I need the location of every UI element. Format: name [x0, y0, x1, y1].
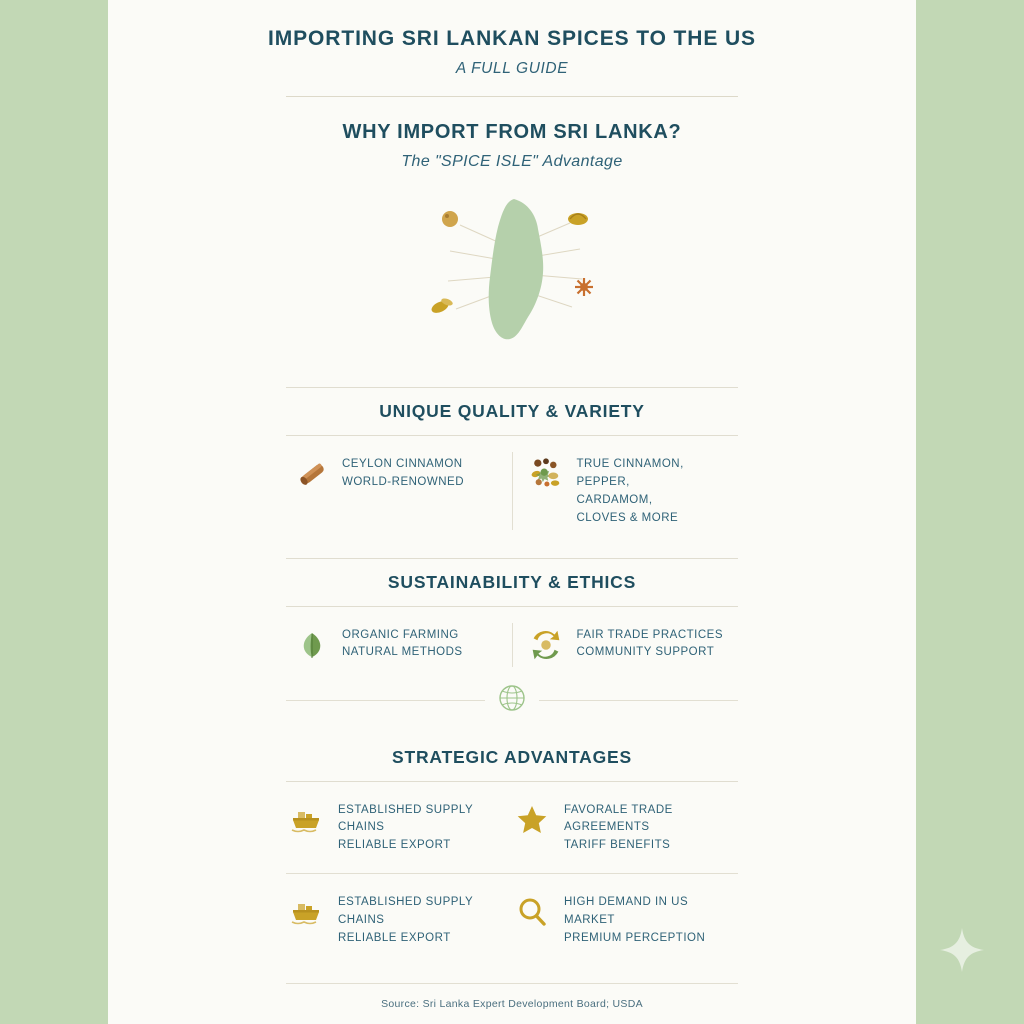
section-strategic: [108, 734, 916, 782]
section-heading-1: SUSTAINABILITY & ETHICS: [387, 571, 637, 592]
why-import-section: [108, 121, 916, 171]
poster-sheet: [108, 0, 916, 1024]
feature-line-1: HIGH DEMAND IN US MARKET: [564, 895, 689, 926]
feature-high-demand: [512, 892, 738, 947]
feature-line-1: ESTABLISHED SUPPLY CHAINS: [338, 895, 473, 926]
feature-line-1: TRUE CINNAMON, PEPPER,: [576, 458, 684, 489]
feature-text: [576, 454, 732, 527]
cinnamon-stick-icon: [292, 454, 332, 494]
feature-line-1: FAIR TRADE PRACTICES: [576, 628, 724, 641]
feature-spice-variety: [520, 450, 738, 531]
feature-row-sustainability: [286, 607, 738, 679]
vertical-divider: [512, 452, 513, 529]
feature-line-2: WORLD-RENOWNED: [342, 476, 464, 489]
globe-emblem-row: [286, 683, 738, 718]
strategic-row-2: [286, 874, 738, 965]
feature-organic-farming: [286, 621, 504, 669]
left-margin-band: [0, 0, 108, 1024]
feature-line-1: FAVORALE TRADE AGREEMENTS: [564, 803, 673, 834]
why-import-subtitle: The "SPICE ISLE" Advantage: [401, 153, 623, 171]
strategic-row-1: [286, 782, 738, 873]
feature-line-1: CEYLON CINNAMON: [342, 458, 463, 471]
cargo-ship-icon: [286, 800, 326, 840]
feature-line-3: CLOVES & MORE: [576, 511, 679, 524]
section-heading-2: STRATEGIC ADVANTAGES: [392, 746, 632, 767]
section-heading-0: UNIQUE QUALITY & VARIETY: [379, 401, 645, 422]
map-svg: [332, 181, 692, 361]
magnifier-icon: [512, 892, 552, 932]
why-import-title: WHY IMPORT FROM SRI LANKA?: [342, 121, 682, 144]
page-title: IMPORTING SRI LANKAN SPICES TO THE US: [268, 27, 756, 50]
right-margin-band: [916, 0, 1024, 1024]
sri-lanka-map-illustration: [108, 181, 916, 371]
emblem-line-left: [286, 700, 485, 701]
feature-line-1: ESTABLISHED SUPPLY CHAINS: [338, 803, 473, 834]
feature-text: [564, 800, 728, 855]
feature-line-2: RELIABLE EXPORT: [338, 931, 451, 944]
feature-line-2: NATURAL METHODS: [342, 646, 463, 659]
feature-fair-trade: [520, 621, 738, 669]
sri-lanka-shape: [489, 199, 544, 339]
star-icon: [512, 800, 552, 840]
feature-supply-chains-2: [286, 892, 512, 947]
feature-text: [342, 625, 463, 663]
feature-line-2: COMMUNITY SUPPORT: [576, 646, 715, 659]
vertical-divider: [512, 623, 513, 667]
emblem-line-right: [539, 700, 738, 701]
feature-trade-agreements: [512, 800, 738, 855]
feature-line-2: CARDAMOM,: [576, 493, 653, 506]
feature-ceylon-cinnamon: [286, 450, 504, 531]
feature-line-2: PREMIUM PERCEPTION: [564, 931, 706, 944]
page-subtitle: A FULL GUIDE: [455, 60, 569, 78]
feature-text: [576, 625, 723, 663]
feature-line-2: TARIFF BENEFITS: [564, 839, 671, 852]
globe-icon: [485, 683, 539, 718]
fair-trade-handshake-icon: [526, 625, 566, 665]
source-note: Source: Sri Lanka Expert Development Board; USDA: [381, 998, 643, 1011]
section-sustainability: [108, 558, 916, 607]
mixed-spices-icon: [526, 454, 566, 494]
section-unique-quality: [108, 387, 916, 436]
feature-row-quality: [286, 436, 738, 541]
header-divider: [286, 96, 738, 97]
feature-line-1: ORGANIC FARMING: [342, 628, 459, 641]
feature-text: [342, 454, 464, 492]
feature-text: [338, 892, 502, 947]
feature-text: [338, 800, 502, 855]
poster-header: [108, 0, 916, 97]
feature-supply-chains-1: [286, 800, 512, 855]
cargo-ship-icon: [286, 892, 326, 932]
feature-text: [564, 892, 728, 947]
feature-line-2: RELIABLE EXPORT: [338, 839, 451, 852]
leaf-icon: [292, 625, 332, 665]
sparkle-icon: [936, 924, 988, 976]
